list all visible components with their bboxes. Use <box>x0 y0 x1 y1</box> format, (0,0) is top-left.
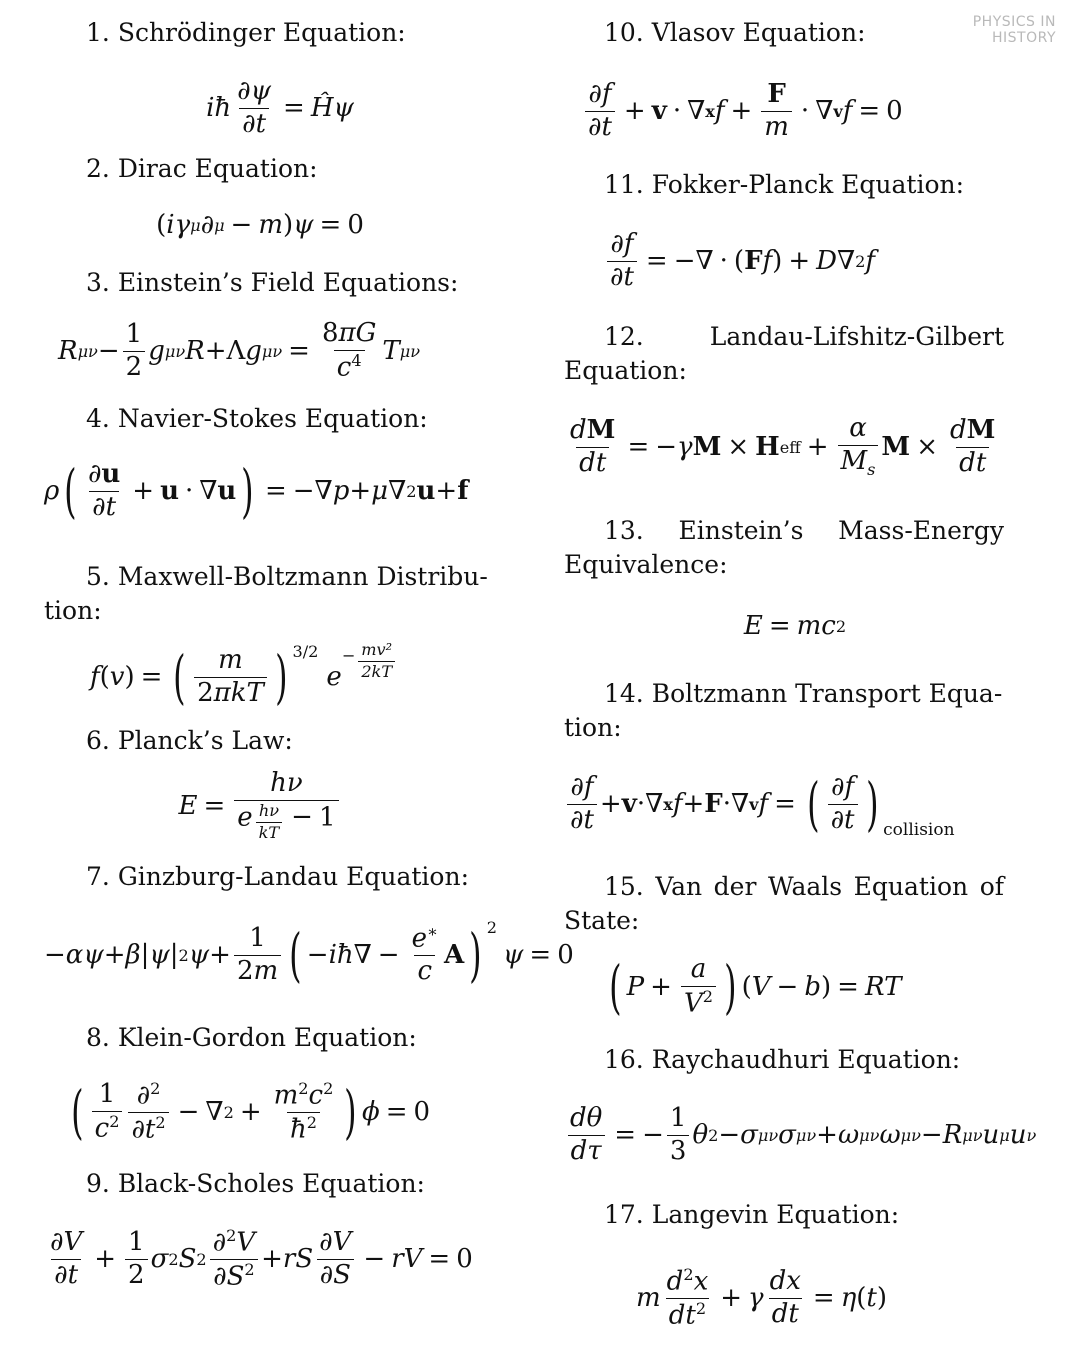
equation-9: ∂V ∂t + $\frac{1}{2}$ σ 2 S 2 ∂$^2$V $\partial S^2$ + rS ∂V ∂S − rV = 0 <box>50 1225 473 1292</box>
heading-17: 17. Langevin Equation: <box>604 1200 900 1229</box>
equation-12: $\frac{dM}{dt}$ = − γ M × H eff + $\frac{\alpha}{M_s}$ M × $\frac{dM}{dt}$ <box>570 413 996 479</box>
heading-13: 13. Einstein’s Mass-Energy Equivalence: <box>564 516 1005 579</box>
heading-5: 5. Maxwell-Boltzmann Distribu- tion: <box>44 562 488 625</box>
collision-subscript: collision <box>883 820 955 840</box>
equation-6: E = hν e $\frac{h\nu}{kT}$ − 1 <box>0 768 520 844</box>
heading-15: 15. Van der Waals Equation of State: <box>564 872 1004 935</box>
equation-13: E = mc 2 <box>743 611 847 641</box>
heading-8: 8. Klein-Gordon Equation: <box>86 1023 417 1052</box>
equation-17: m $d^2x$ $dt^2$ + γ $\frac{dx}{dt}$ = η ( t ) <box>636 1264 888 1331</box>
heading-11: 11. Fokker-Planck Equation: <box>604 170 965 199</box>
heading-9: 9. Black-Scholes Equation: <box>86 1169 425 1198</box>
equation-10: ∂f ∂t + v · ∇ x f + $\frac{F}{m}$ · ∇ v f = 0 <box>582 78 903 144</box>
equation-4: ρ ( ∂u ∂t + u · ∇ u ) = −∇ p + μ ∇ 2 u + f <box>44 457 469 525</box>
heading-12: 12. Landau-Lifshitz-Gilbert Equation: <box>564 322 1004 385</box>
equation-1: iħ $\frac{\partial\psi}{\partial t}$ = Ĥψ <box>206 76 354 139</box>
watermark <box>973 14 1056 46</box>
equation-7: − αψ + β | ψ | 2 ψ + $\frac{1}{2m}$ ( − iħ ∇ − $\frac{e^∗}{c}$ A ) 2 ψ = 0 <box>44 918 574 989</box>
heading-6: 6. Planck’s Law: <box>86 726 293 755</box>
equation-15: ( P + $\frac{a}{V^2}$ ) ( V − b ) = RT <box>609 953 902 1021</box>
watermark-line-2: HISTORY <box>992 30 1056 46</box>
equation-5: f ( v ) = ( m 2πkT ) 3/2 e − $\frac{\text{mv²}}{2kT}$ <box>90 640 398 714</box>
heading-14: 14. Boltzmann Transport Equa- tion: <box>564 679 1003 742</box>
equation-14: ∂f ∂t + v ·∇ x f + F ·∇ v f = ( ∂f ∂t ) collision <box>564 764 955 844</box>
equation-8: ( 1 $c^2$ ∂$^2$ $\partial t^2$ − ∇ 2 + $\frac{m^2c^2}{ħ^2}$ ) ϕ = 0 <box>71 1078 431 1146</box>
equation-16: $\frac{d\theta}{d\tau}$ = − $\frac{1}{3}$ θ 2 − σ μν σ μν + ω μν ω μν − R μν u μ u ν <box>564 1100 1036 1170</box>
equation-2: ( iγ μ ∂ μ − m ) ψ = 0 <box>156 210 364 240</box>
heading-3: 3. Einstein’s Field Equations: <box>86 268 459 297</box>
heading-1: 1. Schrödinger Equation: <box>86 18 406 47</box>
heading-2: 2. Dirac Equation: <box>86 154 318 183</box>
heading-16: 16. Raychaudhuri Equation: <box>604 1045 961 1074</box>
equation-3: R μν − $\frac{1}{2}$ g μν R +Λ g μν = $\frac{8\pi G}{c^4}$ T μν <box>58 318 420 383</box>
equation-11: $\frac{\partial f}{\partial t}$ = −∇ · ( F f ) + D ∇ 2 f <box>604 228 875 294</box>
heading-7: 7. Ginzburg-Landau Equation: <box>86 862 469 891</box>
heading-4: 4. Navier-Stokes Equation: <box>86 404 428 433</box>
heading-10: 10. Vlasov Equation: <box>604 18 866 47</box>
watermark-line-1: PHYSICS IN <box>972 14 1056 30</box>
